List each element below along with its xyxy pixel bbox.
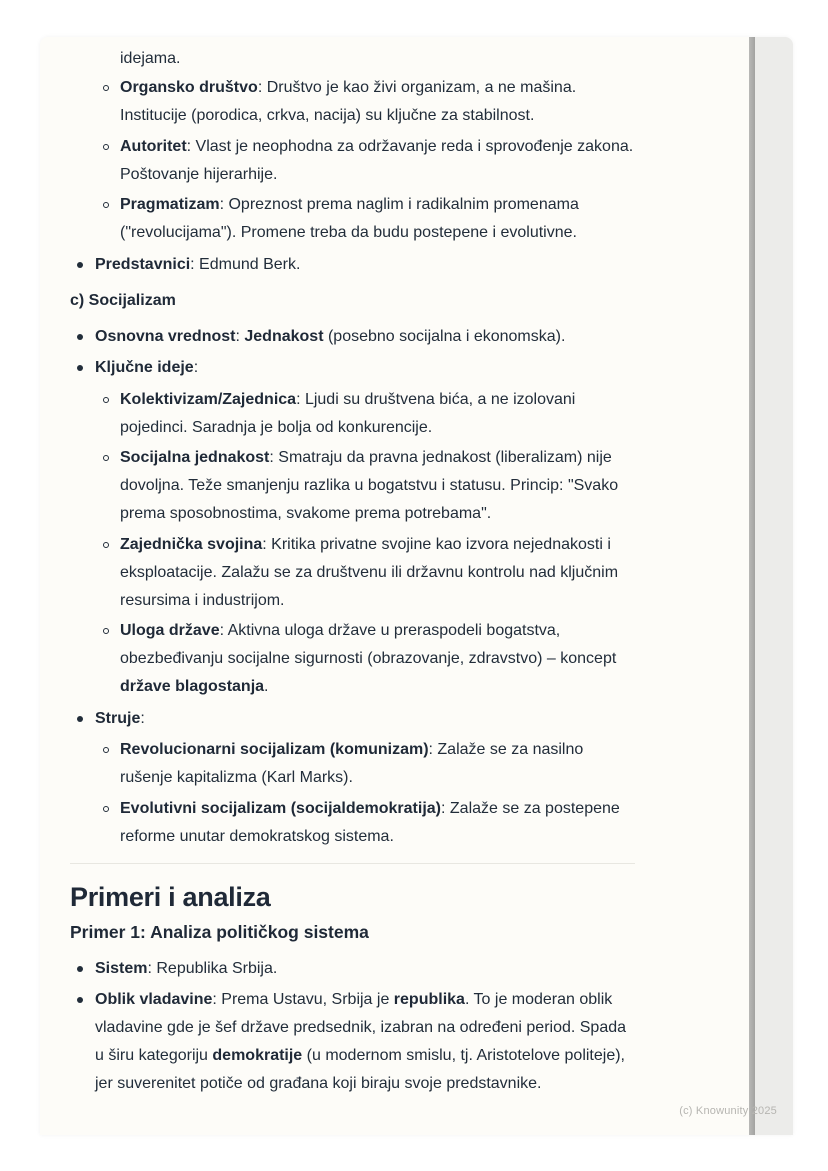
list-item <box>70 955 635 983</box>
bold-text: države blagostanja <box>120 678 265 695</box>
bullet-icon <box>77 966 83 972</box>
text: : Zalaže se za nasilno rušenje kapitalizma (Karl Marks). <box>120 741 584 786</box>
text: : Vlast je neophodna za održavanje reda i sprovođenje zakona. Poštovanje hijerarhije. <box>120 137 634 183</box>
list-item <box>70 323 635 351</box>
bold-text: Primer 1: Analiza političkog sistema <box>70 921 369 942</box>
text: : Aktivna uloga države u preraspodeli bogatstva, obezbeđivanju socijalne sigurnosti (obrazovanje, zdravstvo) – koncept <box>120 622 617 667</box>
list-item <box>70 986 635 1098</box>
bold-text: Osnovna vrednost <box>95 327 236 345</box>
list-item <box>95 133 635 189</box>
text: : Opreznost prema naglim i radikalnim promenama ("revolucijama"). Promene treba da budu postepene i evolutivne. <box>120 196 579 241</box>
text: (u modernom smislu, tj. Aristotelove politeje), jer suverenitet potiče od građana koji biraju svoje predstavnike. <box>95 1047 625 1092</box>
section-divider <box>70 863 635 864</box>
text: . To je moderan oblik vladavine gde je šef države predsednik, izabran na određeni period. Spada u širu kategoriju <box>95 991 627 1064</box>
page-edge-strip <box>755 37 793 1135</box>
list-item <box>95 74 635 130</box>
bold-text: Ključne ideje <box>95 359 194 376</box>
bold-text: republika <box>393 991 465 1008</box>
bold-text: Sistem <box>95 959 148 977</box>
example-heading <box>70 920 635 945</box>
circle-icon <box>103 806 109 812</box>
bold-text: Struje <box>95 709 141 727</box>
bullet-list <box>70 323 635 851</box>
text: : Prema Ustavu, Srbija je <box>212 991 394 1008</box>
bullet-icon <box>77 716 83 722</box>
circle-icon <box>103 747 109 753</box>
bullet-icon <box>77 365 83 371</box>
circle-icon <box>103 628 109 634</box>
text: (posebno socijalna i ekonomska). <box>323 327 566 345</box>
text: : Republika Srbija. <box>147 959 278 977</box>
text: : Edmund Berk. <box>190 255 301 273</box>
watermark: (c) Knowunity 2025 <box>679 1105 777 1117</box>
text: idejama. <box>120 50 181 67</box>
circle-icon <box>103 202 109 208</box>
bold-text: Organsko društvo <box>120 79 258 96</box>
list-item <box>95 191 635 247</box>
bold-text: Jednakost <box>244 327 324 345</box>
bold-text: Primeri i analiza <box>70 881 271 912</box>
circle-icon <box>103 542 109 548</box>
list-item <box>95 531 635 615</box>
bold-text: Kolektivizam/Zajednica <box>120 390 297 408</box>
document-content <box>70 37 635 1104</box>
list-item <box>70 251 635 279</box>
bullet-icon <box>77 334 83 340</box>
bullet-list <box>70 74 635 279</box>
text: : Ljudi su društvena bića, a ne izolovani pojedinci. Saradnja je bolja od konkurencije. <box>120 390 576 436</box>
bold-text: Uloga države <box>120 622 220 639</box>
text: : <box>140 709 145 727</box>
bullet-list <box>70 955 635 1099</box>
bold-text: Oblik vladavine <box>95 991 213 1008</box>
bold-text: Evolutivni socijalizam (socijaldemokratija) <box>120 799 441 817</box>
text: . <box>264 678 269 695</box>
bullet-icon <box>77 262 83 268</box>
bold-text: Pragmatizam <box>120 196 220 213</box>
text: : <box>193 359 199 376</box>
text: : Društvo je kao živi organizam, a ne mašina. Institucije (porodica, crkva, nacija) su ključne za stabilnost. <box>120 79 577 124</box>
bold-text: Predstavnici <box>95 255 191 273</box>
bold-text: Autoritet <box>120 137 187 155</box>
list-item <box>70 705 635 733</box>
text: : Zalaže se za postepene reforme unutar demokratskog sistema. <box>120 799 620 845</box>
list-item <box>95 795 635 851</box>
list-item <box>95 386 635 442</box>
section-heading <box>70 880 635 914</box>
page-edge-line <box>749 37 755 1135</box>
list-item <box>95 444 635 528</box>
circle-icon <box>103 85 109 91</box>
text: : Kritika privatne svojine kao izvora nejednakosti i eksploatacije. Zalažu se za društvenu ili državnu kontrolu nad ključnim resursima i industrijom. <box>120 535 619 609</box>
list-item <box>95 617 635 701</box>
bullet-icon <box>77 997 83 1003</box>
bold-text: Zajednička svojina <box>120 535 263 553</box>
document-page <box>40 37 793 1135</box>
bold-text: demokratije <box>212 1047 303 1064</box>
subheading-paragraph <box>70 287 635 315</box>
circle-icon <box>103 397 109 403</box>
paragraph-continuation <box>120 45 635 73</box>
bold-text: c) Socijalizam <box>70 291 176 309</box>
list-item <box>70 354 635 382</box>
circle-icon <box>103 455 109 461</box>
circle-icon <box>103 144 109 150</box>
bold-text: Socijalna jednakost <box>120 449 270 466</box>
text: : <box>235 327 245 345</box>
list-item <box>95 736 635 792</box>
bold-text: Revolucionarni socijalizam (komunizam) <box>120 741 429 758</box>
text: : Smatraju da pravna jednakost (liberalizam) nije dovoljna. Teže smanjenju razlika u bogatstvu i statusu. Princip: "Svako prema sposobnostima, svakome prema potrebama". <box>120 449 619 522</box>
